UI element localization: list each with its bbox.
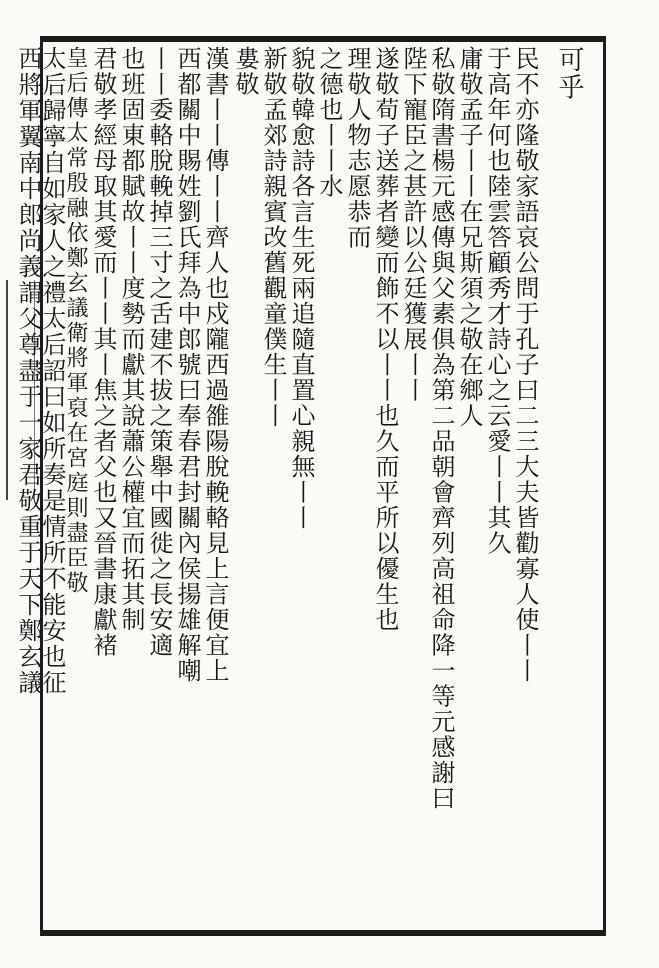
text-column-10: 貌敬韓愈詩各言生死兩追隨直置心親無丨丨 bbox=[287, 46, 315, 531]
text-column-2: 民不亦隆敬家語哀公問于孔子曰二三大夫皆勸寡人使丨丨 bbox=[511, 46, 539, 684]
text-column-4: 庸敬孟子丨丨在兄斯須之敬在鄉人 bbox=[455, 46, 483, 429]
text-column-12: 婁敬 bbox=[231, 46, 259, 97]
text-column-7: 遂敬荀子送葬者變而飾不以丨丨也久而平所以優生也 bbox=[371, 46, 399, 633]
text-column-8: 理敬人物志愿恭而 bbox=[343, 46, 371, 250]
text-column-11: 新敬孟郊詩親賓改舊觀童僕生丨丨 bbox=[259, 46, 287, 429]
text-column-16: 也班固東都賦故丨丨度勢而獻其說蕭公權宜而拓其制 bbox=[117, 46, 145, 633]
text-column-20: 西將軍翼南中郎尚義謂父尊盡于一家君敬重于天下鄭玄議 bbox=[14, 46, 42, 696]
text-column-14: 西都關中賜姓劉氏拜為中郎號曰奉春君封關內侯揚雄解嘲 bbox=[173, 46, 201, 684]
text-column-6: 陛下寵臣之甚許以公廷獲展丨丨 bbox=[399, 46, 427, 403]
text-column-18: 皇后傳太常殷融依鄭玄議衛將軍裒在宮庭則盡臣敬 bbox=[63, 46, 88, 596]
text-column-13: 漢書丨丨傳丨丨齊人也戍隴西過雒陽脫輓輅見上言便宜上 bbox=[201, 46, 229, 684]
text-column-1: 可乎 bbox=[554, 46, 584, 101]
text-column-17: 君敬孝經母取其愛而丨丨其丨焦之者父也又晉書康獻褚 bbox=[89, 46, 117, 658]
bottom-border-rule bbox=[40, 930, 606, 936]
text-column-19: 太后歸寧自如家人之禮太后詔曰如所奏是情所不能安也征 bbox=[38, 46, 66, 696]
text-column-5: 私敬隋書楊元感傳與父素俱為第二品朝會齊列高祖命降一等元感謝曰 bbox=[427, 46, 455, 811]
text-column-15: 丨丨委輅脫輓掉三寸之舌建不拔之策舉中國徙之長安適 bbox=[145, 46, 173, 658]
text-column-9: 之德也丨丨水 bbox=[315, 46, 343, 199]
top-border-rule bbox=[40, 36, 606, 42]
text-column-3: 于高年何也陸雲答顧秀才詩心之云愛丨丨其久 bbox=[483, 46, 511, 556]
